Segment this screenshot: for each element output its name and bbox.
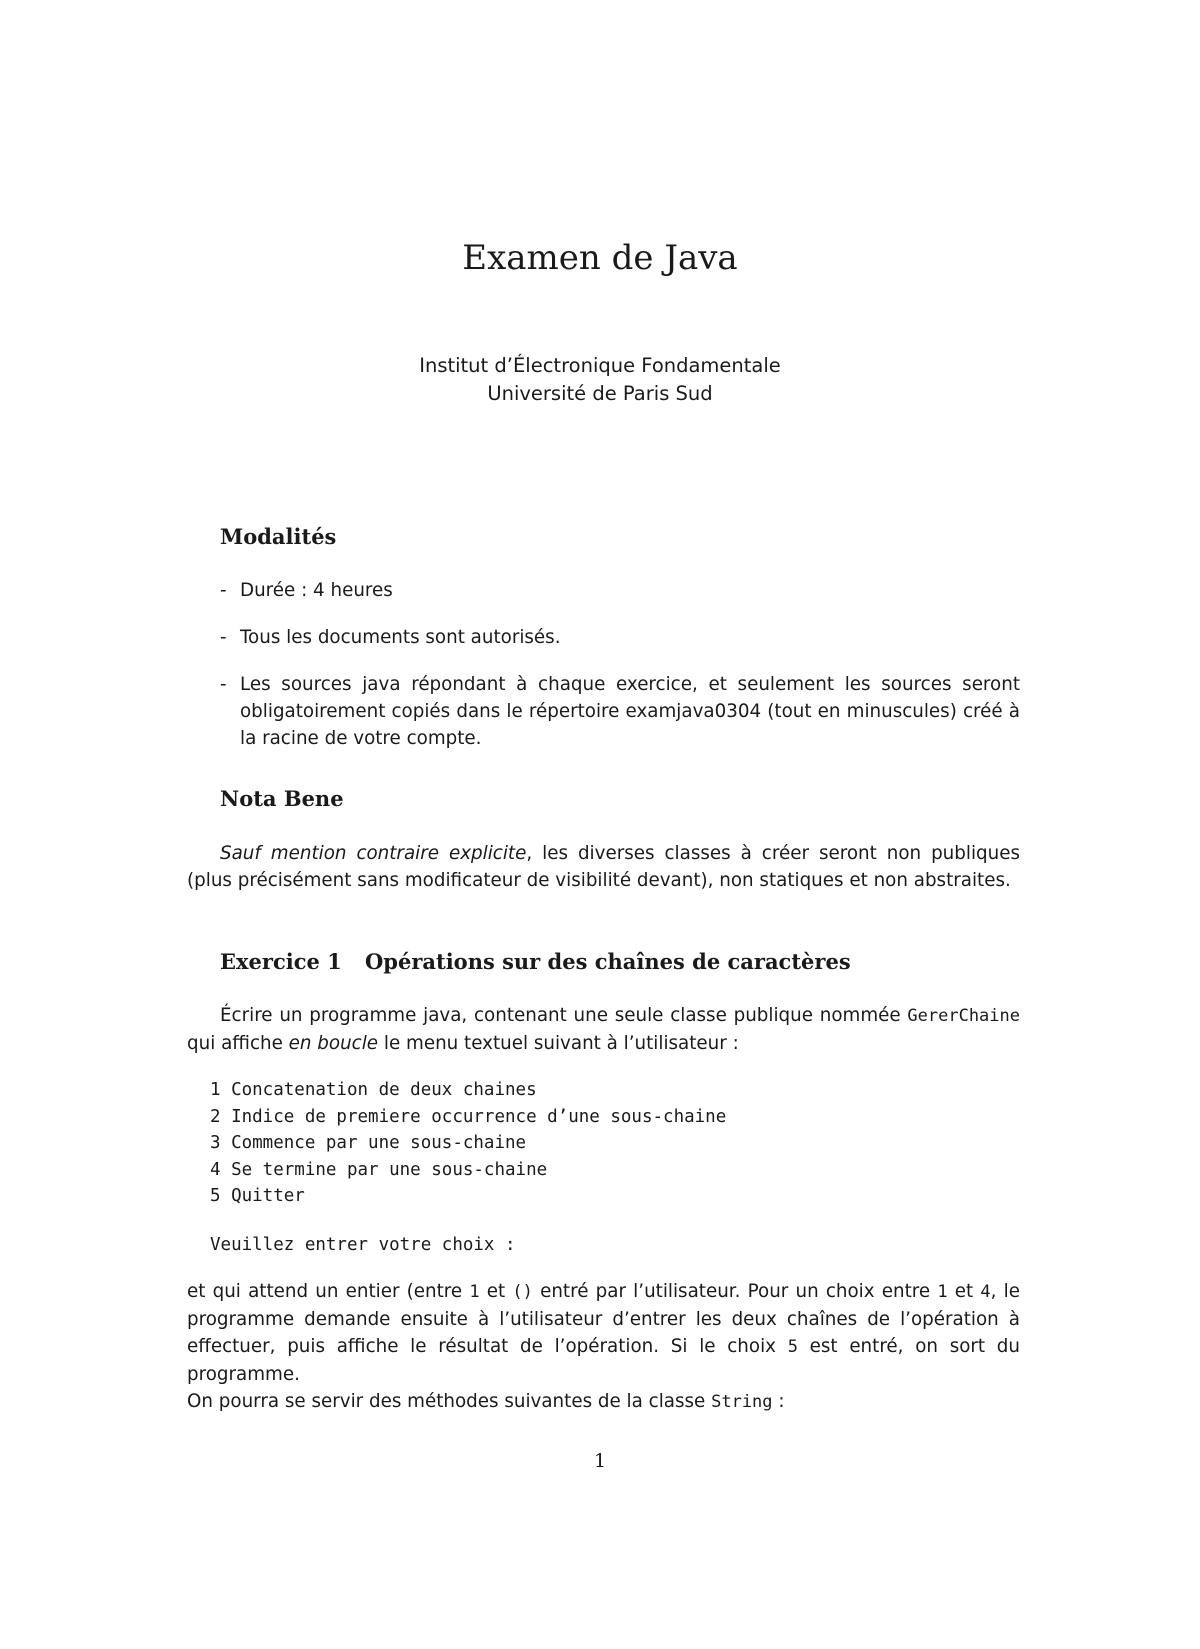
document-title: Examen de Java [462,238,738,278]
exercise-number: Exercice 1 [220,949,342,974]
inline-code: 1 [937,1282,948,1302]
nota-bene-emphasis: Sauf mention contraire explicite [220,843,527,864]
menu-listing [210,1077,726,1210]
methods-intro-text: On pourra se servir des méthodes suivantes de la classe [187,1391,712,1412]
desc-text: et [479,1281,513,1302]
nota-bene-heading: Nota Bene [220,786,344,811]
menu-line: 4 Se termine par une sous-chaine [210,1159,548,1180]
modalites-item-text: Les sources java répondant à chaque exercice, et seulement les sources seront obligatoirement copiés dans le répertoire examjava0304 (tout en minuscules) créé à la racine de votre compte. [240,674,1020,749]
university-name: Université de Paris Sud [487,382,713,405]
modalites-item-text: Tous les documents sont autorisés. [240,627,561,648]
exercise-description-paragraph [187,1278,1020,1416]
modalites-item [220,577,1020,604]
inline-code: 5 [787,1337,798,1357]
intro-text: le menu textuel suivant à l’utilisateur : [378,1033,739,1054]
modalites-item [220,624,1020,651]
modalites-item-text: Durée : 4 heures [240,580,393,601]
desc-text: et [947,1281,981,1302]
menu-line: 1 Concatenation de deux chaines [210,1080,537,1100]
inline-code: 1 [469,1282,480,1302]
class-name-code: GererChaine [907,1006,1020,1026]
nota-bene-paragraph [187,840,1020,894]
bullet-dash: - [220,627,227,648]
nota-bene-text: , les diverses classes à créer seront non publiques (plus précisément sans modificateur de visibilité devant), non statiques et non abstraites. [187,843,1020,891]
desc-text: est entré, on sort du programme. [187,1336,1020,1385]
inline-code: 4 [980,1282,991,1302]
desc-text: et qui attend un entier (entre [187,1281,470,1302]
exercise-heading [220,948,851,976]
intro-text: qui affiche [187,1033,289,1054]
bullet-dash: - [220,580,227,601]
intro-emphasis: en boucle [288,1033,379,1054]
bullet-dash: - [220,674,227,695]
modalites-heading: Modalités [220,524,337,549]
menu-line: 3 Commence par une sous-chaine [210,1133,527,1153]
methods-intro-end: : [772,1391,785,1412]
intro-text: Écrire un programme java, contenant une seule classe publique nommée [220,1005,908,1026]
string-class-code: String [711,1392,773,1412]
desc-text: entré par l’utilisateur. Pour un choix entre [532,1281,938,1302]
page-number: 1 [593,1450,607,1472]
institution-name: Institut d’Électronique Fondamentale [419,354,781,377]
menu-line: 2 Indice de premiere occurrence d’une sous-chaine [210,1106,727,1127]
desc-text: , le programme demande ensuite à l’utilisateur d’entrer les deux chaînes de l’opération à effectuer, puis affiche le résultat de l’opération. Si le choix [187,1281,1020,1357]
inline-code: () [512,1282,533,1302]
menu-prompt: Veuillez entrer votre choix : [210,1235,516,1255]
exercise-intro-paragraph [187,1002,1020,1057]
menu-line: 5 Quitter [210,1186,305,1206]
exercise-title: Opérations sur des chaînes de caractères [365,949,851,974]
modalites-item [220,671,1020,752]
